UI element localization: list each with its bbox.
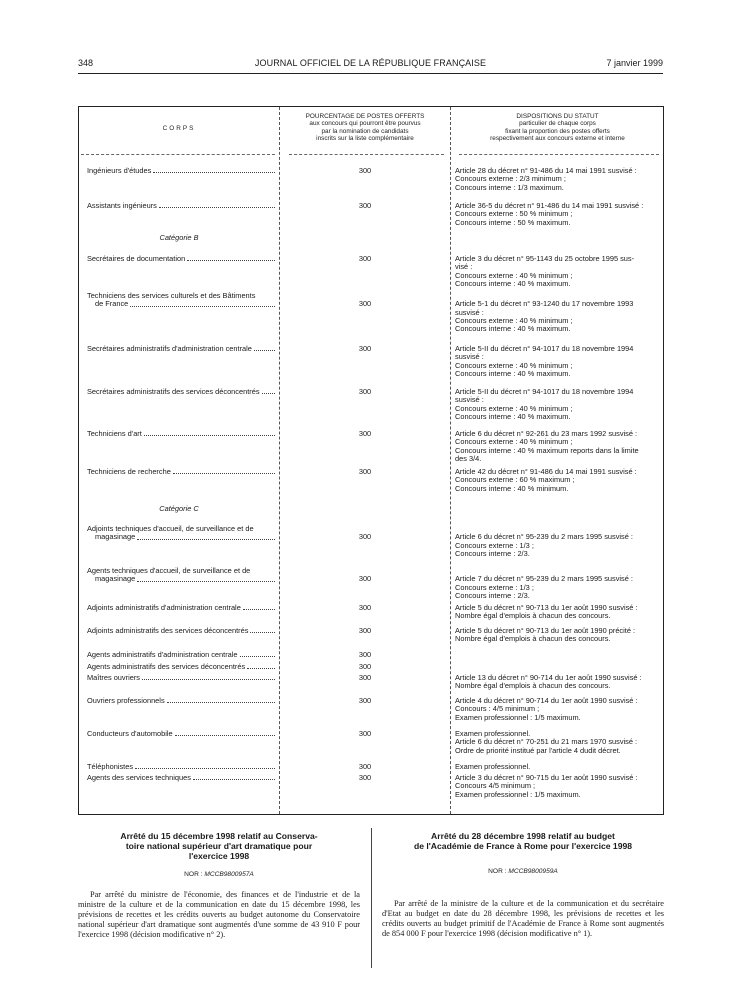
corps-cell: Maîtres ouvriers: [87, 674, 275, 682]
column-header-corps: CORPS: [162, 125, 196, 132]
dispositions-cell: Article 6 du décret n° 92-261 du 23 mars 1992 susvisé : Concours externe : 40 % minimum ; Concours interne : 40 % maximum reports dans la limite des 3/4.: [455, 429, 639, 463]
leader-dots: [173, 473, 275, 474]
percentage-cell: 300: [358, 429, 372, 438]
corps-cell: Techniciens des services culturels et des Bâtiments de France: [87, 292, 275, 309]
percentage-cell: 300: [358, 673, 372, 682]
dispositions-cell: Article 13 du décret n° 90-714 du 1er août 1990 susvisé : Nombre égal d'emplois à chacun des concours.: [455, 673, 642, 691]
leader-dots: [243, 609, 275, 610]
leader-dots: [142, 679, 275, 680]
column-header-pourcentage: POURCENTAGE DE POSTES OFFERTS aux concours qui pourront être pourvus par la nomination de candidats inscrits sur la liste complémentaire: [305, 113, 425, 143]
article-title-2: Arrêté du 28 décembre 1998 relatif au budget de l'Académie de France à Rome pour l'exercice 1998: [413, 831, 633, 852]
dispositions-cell: Article 5-II du décret n° 94-1017 du 18 novembre 1994 susvisé : Concours externe : 40 % minimum ; Concours interne : 40 % maximum.: [455, 344, 634, 378]
percentage-cell: 300: [358, 166, 372, 175]
leader-dots: [137, 581, 275, 582]
leader-dots: [159, 207, 275, 208]
nor-reference-2: NOR : MCCB9800959A: [488, 868, 558, 875]
dispositions-cell: Examen professionnel.: [455, 762, 531, 771]
header-separator: [459, 154, 659, 155]
corps-cell: Conducteurs d'automobile: [87, 730, 275, 738]
category-heading-c: Catégorie C: [159, 504, 199, 513]
leader-dots: [240, 656, 275, 657]
dispositions-cell: Article 4 du décret n° 90-714 du 1er août 1990 susvisé : Concours : 4/5 minimum ; Examen professionnel : 1/5 maximum.: [455, 696, 638, 722]
leader-dots: [153, 172, 275, 173]
corps-cell: Agents administratifs des services déconcentrés: [87, 663, 275, 671]
leader-dots: [135, 768, 275, 769]
dispositions-cell: Article 7 du décret n° 95-239 du 2 mars 1995 susvisé : Concours externe : 1/3 ; Concours interne : 2/3.: [455, 574, 633, 600]
header-rule: [78, 73, 663, 74]
dispositions-cell: Article 3 du décret n° 90-715 du 1er août 1990 susvisé : Concours 4/5 minimum ; Examen professionnel : 1/5 maximum.: [455, 773, 638, 799]
dispositions-cell: Article 42 du décret n° 91-486 du 14 mai 1991 susvisé : Concours externe : 60 % maximum ; Concours interne : 40 % minimum.: [455, 467, 637, 493]
percentage-cell: 300: [358, 201, 372, 210]
corps-cell: Ingénieurs d'études: [87, 167, 275, 175]
dispositions-cell: Examen professionnel. Article 6 du décret n° 70-251 du 21 mars 1970 susvisé : Ordre de priorité institué par l'article 4 dudit décret.: [455, 729, 638, 755]
percentage-cell: 300: [358, 650, 372, 659]
dispositions-cell: Article 5-II du décret n° 94-1017 du 18 novembre 1994 susvisé : Concours externe : 40 % minimum ; Concours interne : 40 % maximum.: [455, 387, 634, 421]
corps-cell: Adjoints administratifs des services déconcentrés: [87, 627, 275, 635]
article-body-1: Par arrêté du ministre de l'économie, des finances et de l'industrie et de la ministre de la culture et de la communication en date du 15 décembre 1998, les prévisions de recettes et les crédits ouverts au budget autonome du Conservatoire national supérieur d'art dramatique sont augmentés d'une somme de 43 910 F pour l'exercice 1998 (décision modificative n° 2).: [78, 890, 360, 939]
corps-cell: Secrétaires administratifs d'administration centrale: [87, 345, 275, 353]
percentage-cell: 300: [358, 773, 372, 782]
percentage-cell: 300: [358, 603, 372, 612]
corps-cell: Ouvriers professionnels: [87, 697, 275, 705]
issue-date: 7 janvier 1999: [606, 58, 663, 68]
leader-dots: [187, 260, 275, 261]
leader-dots: [254, 350, 275, 351]
corps-cell: Techniciens d'art: [87, 430, 275, 438]
percentage-cell: 300: [358, 662, 372, 671]
percentage-cell: 300: [358, 696, 372, 705]
dispositions-cell: Article 3 du décret n° 95-1143 du 25 octobre 1995 sus- visé : Concours externe : 40 % minimum ; Concours interne : 40 % maximum.: [455, 254, 635, 288]
article-body-2: Par arrêté de la ministre de la culture et de la communication et du secrétaire d'Etat au budget en date du 28 décembre 1998, les prévisions de recettes et les crédits ouverts au budget primitif de l'Académie de France à Rome sont augmentés de 854 000 F pour l'exercice 1998 (décision modificative n° 1).: [382, 899, 664, 938]
leader-dots: [250, 632, 275, 633]
percentage-cell: 300: [358, 299, 372, 309]
leader-dots: [193, 779, 275, 780]
corps-cell: Téléphonistes: [87, 763, 275, 771]
leader-dots: [247, 668, 275, 669]
corps-cell: Agents administratifs d'administration centrale: [87, 651, 275, 659]
column-divider: [450, 107, 451, 814]
corps-cell: Secrétaires administratifs des services déconcentrés: [87, 388, 275, 396]
percentage-cell: 300: [358, 626, 372, 635]
percentage-cell: 300: [358, 729, 372, 738]
leader-dots: [167, 702, 275, 703]
dispositions-cell: Article 6 du décret n° 95-239 du 2 mars 1995 susvisé : Concours externe : 1/3 ; Concours interne : 2/3.: [455, 532, 633, 558]
article-title-1: Arrêté du 15 décembre 1998 relatif au Conserva- toire national supérieur d'art dramatique pour l'exercice 1998: [120, 831, 318, 862]
corps-table: [78, 106, 664, 815]
percentage-cell: 300: [358, 387, 372, 396]
percentage-cell: 300: [358, 467, 372, 476]
dispositions-cell: Article 28 du décret n° 91-486 du 14 mai 1991 susvisé : Concours externe : 2/3 minimum ; Concours interne : 1/3 maximum.: [455, 166, 637, 192]
leader-dots: [130, 306, 275, 307]
corps-cell: Secrétaires de documentation: [87, 255, 275, 263]
corps-cell: Agents techniques d'accueil, de surveillance et de magasinage: [87, 567, 275, 584]
leader-dots: [144, 435, 275, 436]
dispositions-cell: Article 5 du décret n° 90-713 du 1er août 1990 précité : Nombre égal d'emplois à chacun des concours.: [455, 626, 636, 644]
page-header: [78, 58, 663, 70]
corps-cell: Agents des services techniques: [87, 774, 275, 782]
page-number: 348: [78, 58, 94, 68]
category-heading-b: Catégorie B: [159, 233, 199, 242]
percentage-cell: 300: [358, 532, 372, 542]
dispositions-cell: Article 5 du décret n° 90-713 du 1er août 1990 susvisé : Nombre égal d'emplois à chacun des concours.: [455, 603, 638, 621]
nor-reference-1: NOR : MCCB9800957A: [184, 871, 254, 878]
leader-dots: [137, 539, 275, 540]
percentage-cell: 300: [358, 574, 372, 584]
header-separator: [81, 154, 275, 155]
corps-cell: Adjoints techniques d'accueil, de surveillance et de magasinage: [87, 525, 275, 542]
corps-cell: Techniciens de recherche: [87, 468, 275, 476]
leader-dots: [175, 735, 275, 736]
column-separator: [371, 828, 372, 968]
corps-cell: Adjoints administratifs d'administration centrale: [87, 604, 275, 612]
column-header-dispositions: DISPOSITIONS DU STATUT particulier de chaque corps fixant la proportion des postes offerts respectivement aux concours externe et interne: [490, 113, 625, 143]
percentage-cell: 300: [358, 254, 372, 263]
dispositions-cell: Article 5-1 du décret n° 93-1240 du 17 novembre 1993 susvisé : Concours externe : 40 % minimum ; Concours interne : 40 % maximum.: [455, 299, 634, 334]
header-separator: [289, 154, 444, 155]
corps-cell: Assistants ingénieurs: [87, 202, 275, 210]
percentage-cell: 300: [358, 344, 372, 353]
journal-title: JOURNAL OFFICIEL DE LA RÉPUBLIQUE FRANÇAISE: [254, 58, 487, 68]
column-divider: [279, 107, 280, 814]
percentage-cell: 300: [358, 762, 372, 771]
leader-dots: [262, 393, 275, 394]
dispositions-cell: Article 36-5 du décret n° 91-486 du 14 mai 1991 susvisé : Concours externe : 50 % minimum ; Concours interne : 50 % maximum.: [455, 201, 644, 227]
